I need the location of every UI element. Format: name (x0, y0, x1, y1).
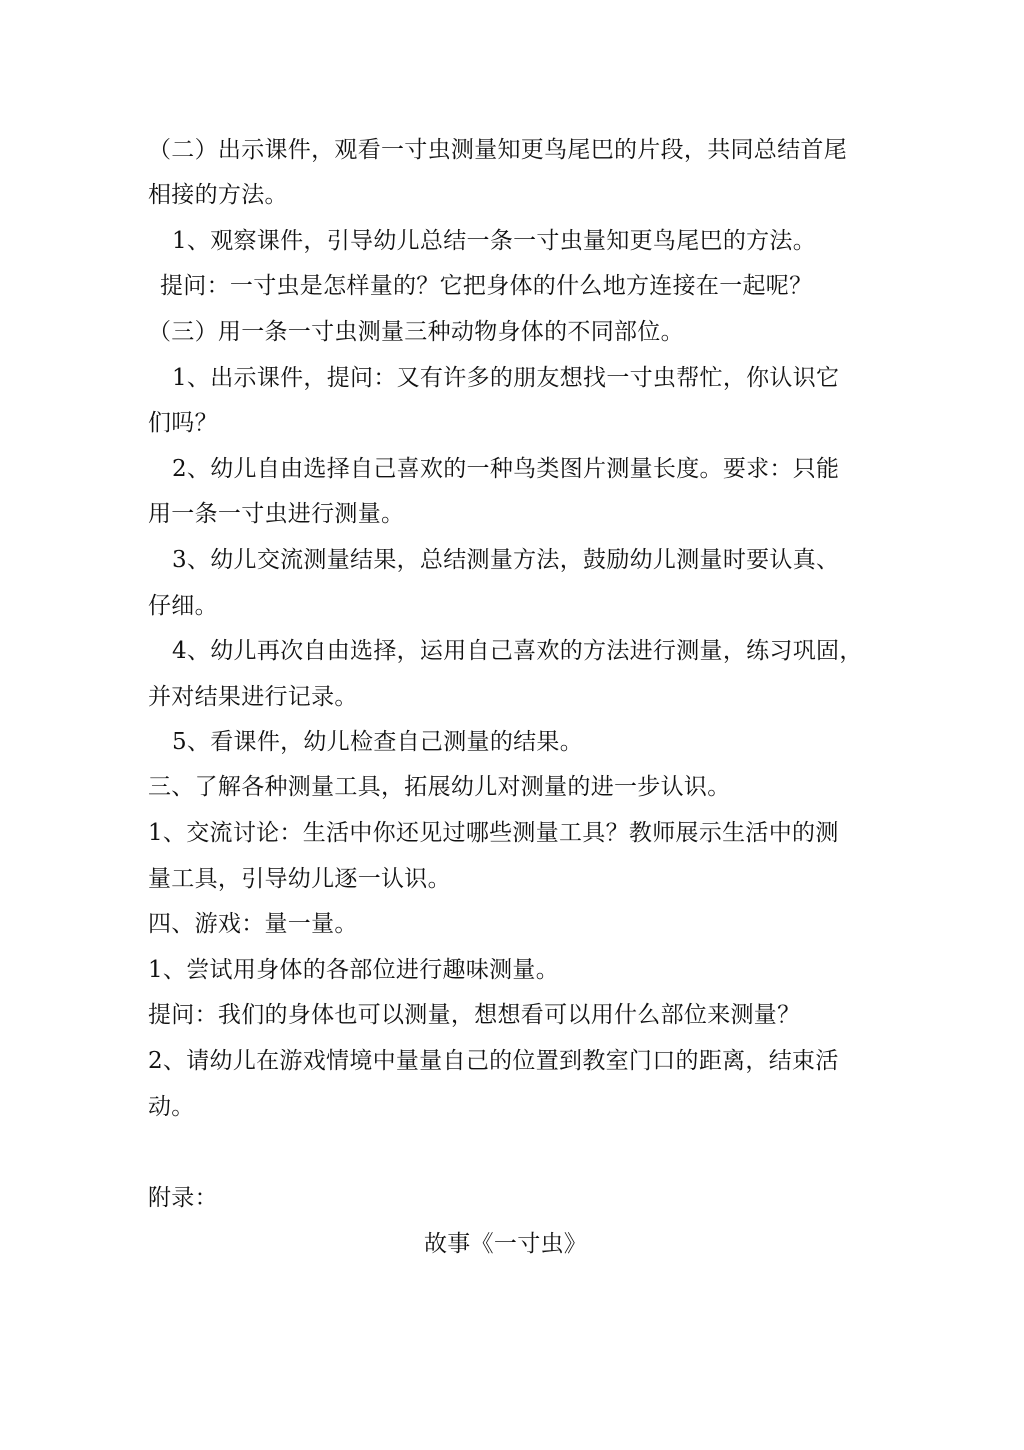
text-line-14: 5、看课件，幼儿检查自己测量的结果。 (172, 729, 584, 755)
text-line-5: （三）用一条一寸虫测量三种动物身体的不同部位。 (148, 319, 684, 345)
text-line-11: 仔细。 (148, 593, 218, 619)
text-line-8: 2、幼儿自由选择自己喜欢的一种鸟类图片测量长度。要求：只能 (172, 456, 840, 482)
text-line-2: 相接的方法。 (148, 182, 288, 208)
text-line-1: （二）出示课件，观看一寸虫测量知更鸟尾巴的片段，共同总结首尾 (148, 137, 847, 163)
text-line-16: 1、交流讨论：生活中你还见过哪些测量工具？教师展示生活中的测 (148, 820, 839, 846)
text-line-18: 四、游戏：量一量。 (148, 911, 358, 937)
text-line-20: 提问：我们的身体也可以测量，想想看可以用什么部位来测量？ (148, 1002, 801, 1028)
text-line-22: 动。 (148, 1094, 195, 1120)
text-line-4: 提问：一寸虫是怎样量的？它把身体的什么地方连接在一起呢？ (160, 273, 813, 299)
text-line-21: 2、请幼儿在游戏情境中量量自己的位置到教室门口的距离，结束活 (148, 1048, 839, 1074)
text-line-9: 用一条一寸虫进行测量。 (148, 501, 405, 527)
story-title: 故事《一寸虫》 (424, 1231, 588, 1257)
text-line-13: 并对结果进行记录。 (148, 684, 358, 710)
text-line-15: 三、了解各种测量工具，拓展幼儿对测量的进一步认识。 (148, 774, 731, 800)
text-line-12: 4、幼儿再次自由选择，运用自己喜欢的方法进行测量，练习巩固， (172, 638, 863, 664)
text-line-6: 1、出示课件，提问：又有许多的朋友想找一寸虫帮忙，你认识它 (172, 365, 840, 391)
text-line-19: 1、尝试用身体的各部位进行趣味测量。 (148, 957, 560, 983)
appendix-label: 附录： (148, 1185, 218, 1211)
text-line-10: 3、幼儿交流测量结果，总结测量方法，鼓励幼儿测量时要认真、 (172, 547, 840, 573)
text-line-7: 们吗？ (148, 410, 218, 436)
text-line-3: 1、观察课件，引导幼儿总结一条一寸虫量知更鸟尾巴的方法。 (172, 228, 817, 254)
text-line-17: 量工具，引导幼儿逐一认识。 (148, 866, 451, 892)
